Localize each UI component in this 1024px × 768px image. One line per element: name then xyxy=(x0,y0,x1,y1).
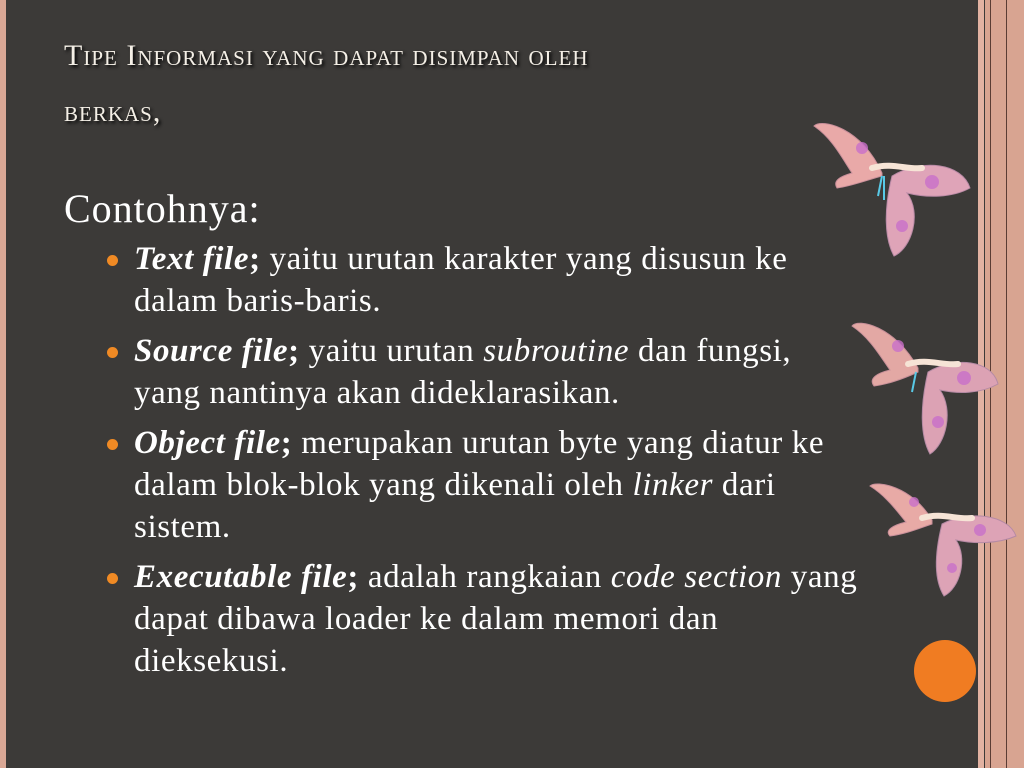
bullet-term: Source file xyxy=(134,333,289,369)
bullet-icon xyxy=(107,255,118,266)
bullet-icon xyxy=(107,347,118,358)
bar-line xyxy=(1006,0,1007,768)
list-item xyxy=(64,238,864,322)
bullet-term: Text file xyxy=(134,241,250,277)
bullet-icon xyxy=(107,439,118,450)
orange-circle-decoration xyxy=(914,640,976,702)
bullet-term: Executable file xyxy=(134,559,348,595)
butterfly-icon xyxy=(812,118,972,258)
bullet-italic: subroutine xyxy=(483,333,630,369)
bullet-icon xyxy=(107,573,118,584)
slide-title xyxy=(64,28,924,140)
butterfly-icon xyxy=(850,318,1000,458)
list-item xyxy=(64,422,864,548)
bullet-term: Object file xyxy=(134,425,281,461)
list-item xyxy=(64,556,864,682)
bullet-text: yaitu urutan karakter yang disusun ke dalam baris-baris. xyxy=(134,241,788,319)
bullet-text: dan fungsi, yang nantinya akan dideklarasikan. xyxy=(134,333,792,411)
lead-text: Contohnya: xyxy=(64,186,261,231)
bullet-separator: ; xyxy=(347,559,359,595)
bullet-italic: linker xyxy=(632,467,714,503)
title-line-2: berkas, xyxy=(64,95,162,128)
bullet-text: yaitu urutan xyxy=(299,333,484,369)
bullet-separator: ; xyxy=(288,333,300,369)
butterfly-icon xyxy=(868,480,1018,600)
list-item xyxy=(64,330,864,414)
bullet-list xyxy=(64,238,864,682)
slide-content xyxy=(64,185,864,690)
bullet-separator: ; xyxy=(249,241,261,277)
bullet-text: yang dapat dibawa loader ke dalam memori dan dieksekusi. xyxy=(134,559,858,679)
bullet-text: adalah rangkaian xyxy=(358,559,611,595)
bullet-italic: code section xyxy=(610,559,782,595)
bullet-text: merupakan urutan byte yang diatur ke dalam blok-blok yang dikenali oleh xyxy=(134,425,825,503)
bullet-separator: ; xyxy=(280,425,293,461)
title-line-1: Tipe Informasi yang dapat disimpan oleh xyxy=(64,39,589,72)
bullet-text: dari sistem. xyxy=(134,467,776,545)
